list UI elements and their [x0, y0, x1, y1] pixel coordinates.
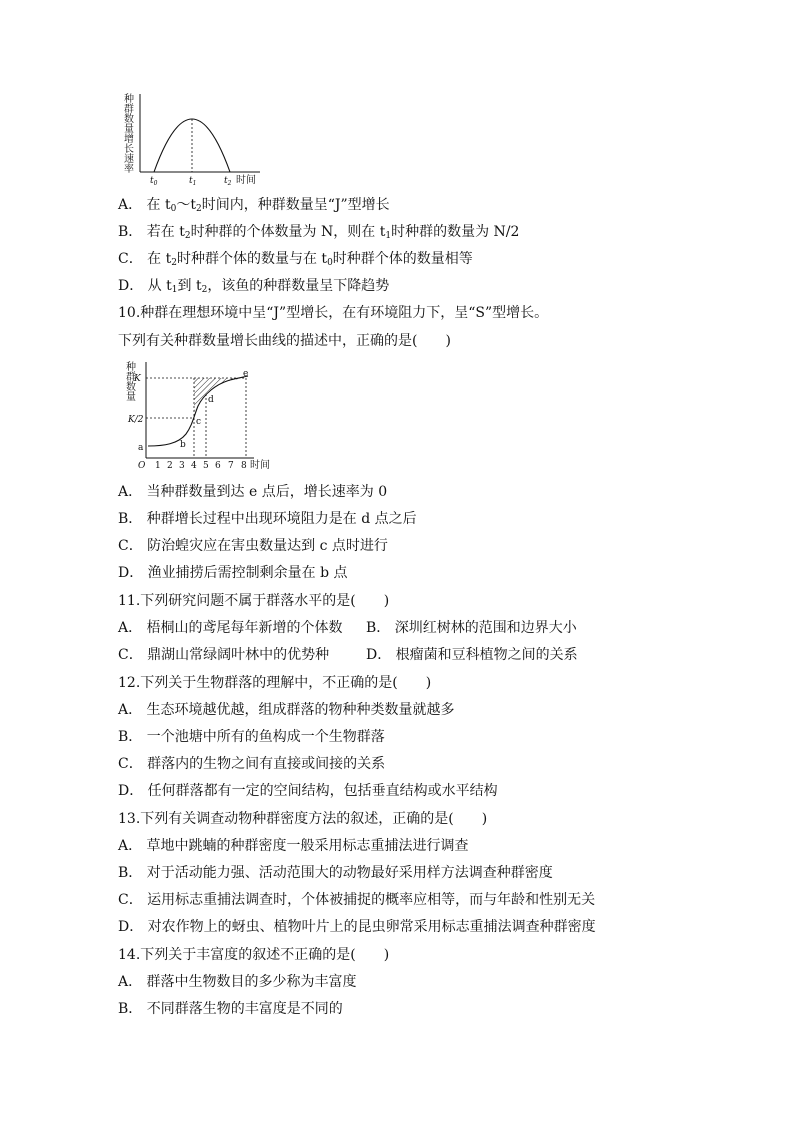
q9-d-text: ，该鱼的种群数量呈下降趋势	[207, 278, 390, 294]
q12-option-c: C． 群落内的生物之间有直接或间接的关系	[118, 756, 386, 772]
fig2-xtick: 3	[179, 461, 185, 471]
fig2-point-b: b	[180, 440, 186, 450]
q9-d-text: D． 从 t	[118, 278, 172, 294]
fig2-origin: O	[138, 461, 146, 471]
q9-c-text: C． 在 t	[118, 251, 172, 267]
q10-option-a: A． 当种群数量到达 e 点后，增长速率为 0	[118, 484, 388, 500]
fig2-ylabel-char: 群	[126, 372, 136, 383]
fig1-tick-t2: $t_2$	[224, 176, 232, 187]
fig2-k-label: K	[134, 374, 141, 384]
fig2-xtick: 7	[228, 461, 234, 471]
q11-option-d: D． 根瘤菌和豆科植物之间的关系	[366, 647, 578, 663]
fig2-xlabel: 时间	[250, 460, 270, 471]
q13-option-d: D． 对农作物上的蚜虫、植物叶片上的昆虫卵常采用标志重捕法调查种群密度	[118, 919, 596, 935]
q13-option-c: C． 运用标志重捕法调查时，个体被捕捉的概率应相等，而与年龄和性别无关	[118, 892, 596, 908]
q9-c-sub: 0	[327, 258, 333, 268]
fig2-xtick: 8	[241, 461, 247, 471]
q9-c-sub: 2	[171, 258, 177, 268]
q9-option-c	[118, 250, 473, 268]
fig2-point-e: e	[243, 369, 249, 379]
fig2-k2-label: K/2	[128, 415, 144, 425]
q11-stem: 11.下列研究问题不属于群落水平的是( )	[118, 593, 390, 609]
fig1-ylabel-char: 量	[124, 124, 134, 135]
fig2-xtick: 6	[215, 461, 221, 471]
q13-option-a: A． 草地中跳蝻的种群密度一般采用标志重捕法进行调查	[118, 838, 469, 854]
fig1-ylabel-char: 群	[124, 104, 134, 115]
q9-a-text: ～t	[176, 197, 197, 213]
fig2-ylabel-char: 数	[126, 382, 136, 393]
fig1-ylabel-char: 长	[124, 144, 134, 155]
q9-b-text: B． 若在 t	[118, 224, 185, 240]
q13-stem: 13.下列有关调查动物种群密度方法的叙述，正确的是( )	[118, 811, 488, 827]
q11-option-a: A． 梧桐山的鸢尾每年新增的个体数	[118, 620, 343, 636]
fig1-ylabel-char: 率	[124, 164, 134, 175]
q12-stem: 12.下列关于生物群落的理解中，不正确的是( )	[118, 675, 432, 691]
q9-c-text: 时种群个体的数量与在 t	[176, 251, 328, 267]
q9-a-text: A． 在 t	[118, 197, 171, 213]
q9-d-sub: 2	[201, 285, 208, 295]
q11-option-b: B． 深圳红树林的范围和边界大小	[366, 620, 577, 636]
fig1-ylabel-char: 数	[124, 114, 134, 125]
fig2-xtick: 1	[155, 461, 161, 471]
fig2-ylabel-char: 种	[126, 362, 136, 373]
q11-options-row-1	[118, 619, 577, 637]
fig1-tick-t1: $t_1$	[189, 176, 197, 187]
q9-a-sub: 0	[170, 204, 177, 214]
q9-option-d	[118, 277, 389, 295]
q12-option-a: A． 生态环境越优越，组成群落的物种种类数量就越多	[118, 702, 455, 718]
fig1-ylabel	[124, 92, 134, 175]
fig2-point-a: a	[138, 443, 144, 453]
fig2-xtick: 4	[191, 461, 197, 471]
fig1-ylabel-char: 速	[124, 154, 134, 165]
q9-c-text: 时种群个体的数量相等	[332, 251, 473, 267]
fig1-tick-t0: $t_0$	[150, 176, 158, 187]
q9-d-text: 到 t	[177, 278, 202, 294]
q9-b-text: 时种群的数量为 N/2	[391, 224, 520, 240]
fig2-xtick: 5	[203, 461, 209, 471]
s-curve-figure	[120, 360, 280, 474]
fig2-point-c: c	[196, 417, 202, 427]
q9-d-sub: 1	[171, 285, 178, 295]
fig2-xtick: 2	[167, 461, 173, 471]
q9-a-text: 时间内，种群数量呈“J”型增长	[201, 197, 390, 213]
q13-option-b: B． 对于活动能力强、活动范围大的动物最好采用样方法调查种群密度	[118, 865, 553, 881]
q9-b-sub: 1	[385, 231, 392, 241]
fig2-ylabel-char: 量	[126, 392, 136, 403]
q10-option-c: C． 防治蝗灾应在害虫数量达到 c 点时进行	[118, 538, 388, 554]
q14-option-b: B． 不同群落生物的丰富度是不同的	[118, 1001, 343, 1017]
fig2-hatched-area	[194, 378, 246, 412]
q10-option-b: B． 种群增长过程中出现环境阻力是在 d 点之后	[118, 511, 417, 527]
q10-stem-2: 下列有关种群数量增长曲线的描述中，正确的是( )	[118, 333, 451, 349]
q14-option-a: A． 群落中生物数目的多少称为丰富度	[118, 974, 357, 990]
fig2-point-d: d	[208, 395, 214, 405]
q10-option-d: D． 渔业捕捞后需控制剩余量在 b 点	[118, 565, 348, 581]
q9-a-sub: 2	[196, 204, 202, 214]
q9-option-a	[118, 196, 390, 214]
q12-option-d: D． 任何群落都有一定的空间结构，包括垂直结构或水平结构	[118, 783, 498, 799]
q11-options-row-2	[118, 646, 578, 664]
q11-option-c: C． 鼎湖山常绿阔叶林中的优势种	[118, 647, 330, 663]
q9-b-text: 时种群的个体数量为 N，则在 t	[190, 224, 386, 240]
q14-stem: 14.下列关于丰富度的叙述不正确的是( )	[118, 947, 390, 963]
q12-option-b: B． 一个池塘中所有的鱼构成一个生物群落	[118, 729, 385, 745]
q9-option-b	[118, 223, 519, 241]
q10-stem-1: 10.种群在理想环境中呈“J”型增长，在有环境阻力下，呈“S”型增长。	[118, 305, 549, 321]
fig1-xlabel: 时间	[236, 175, 256, 186]
growth-rate-figure	[120, 92, 270, 188]
fig1-ylabel-char: 种	[124, 94, 134, 105]
fig1-ylabel-char: 增	[124, 134, 134, 145]
q9-b-sub: 2	[184, 231, 191, 241]
